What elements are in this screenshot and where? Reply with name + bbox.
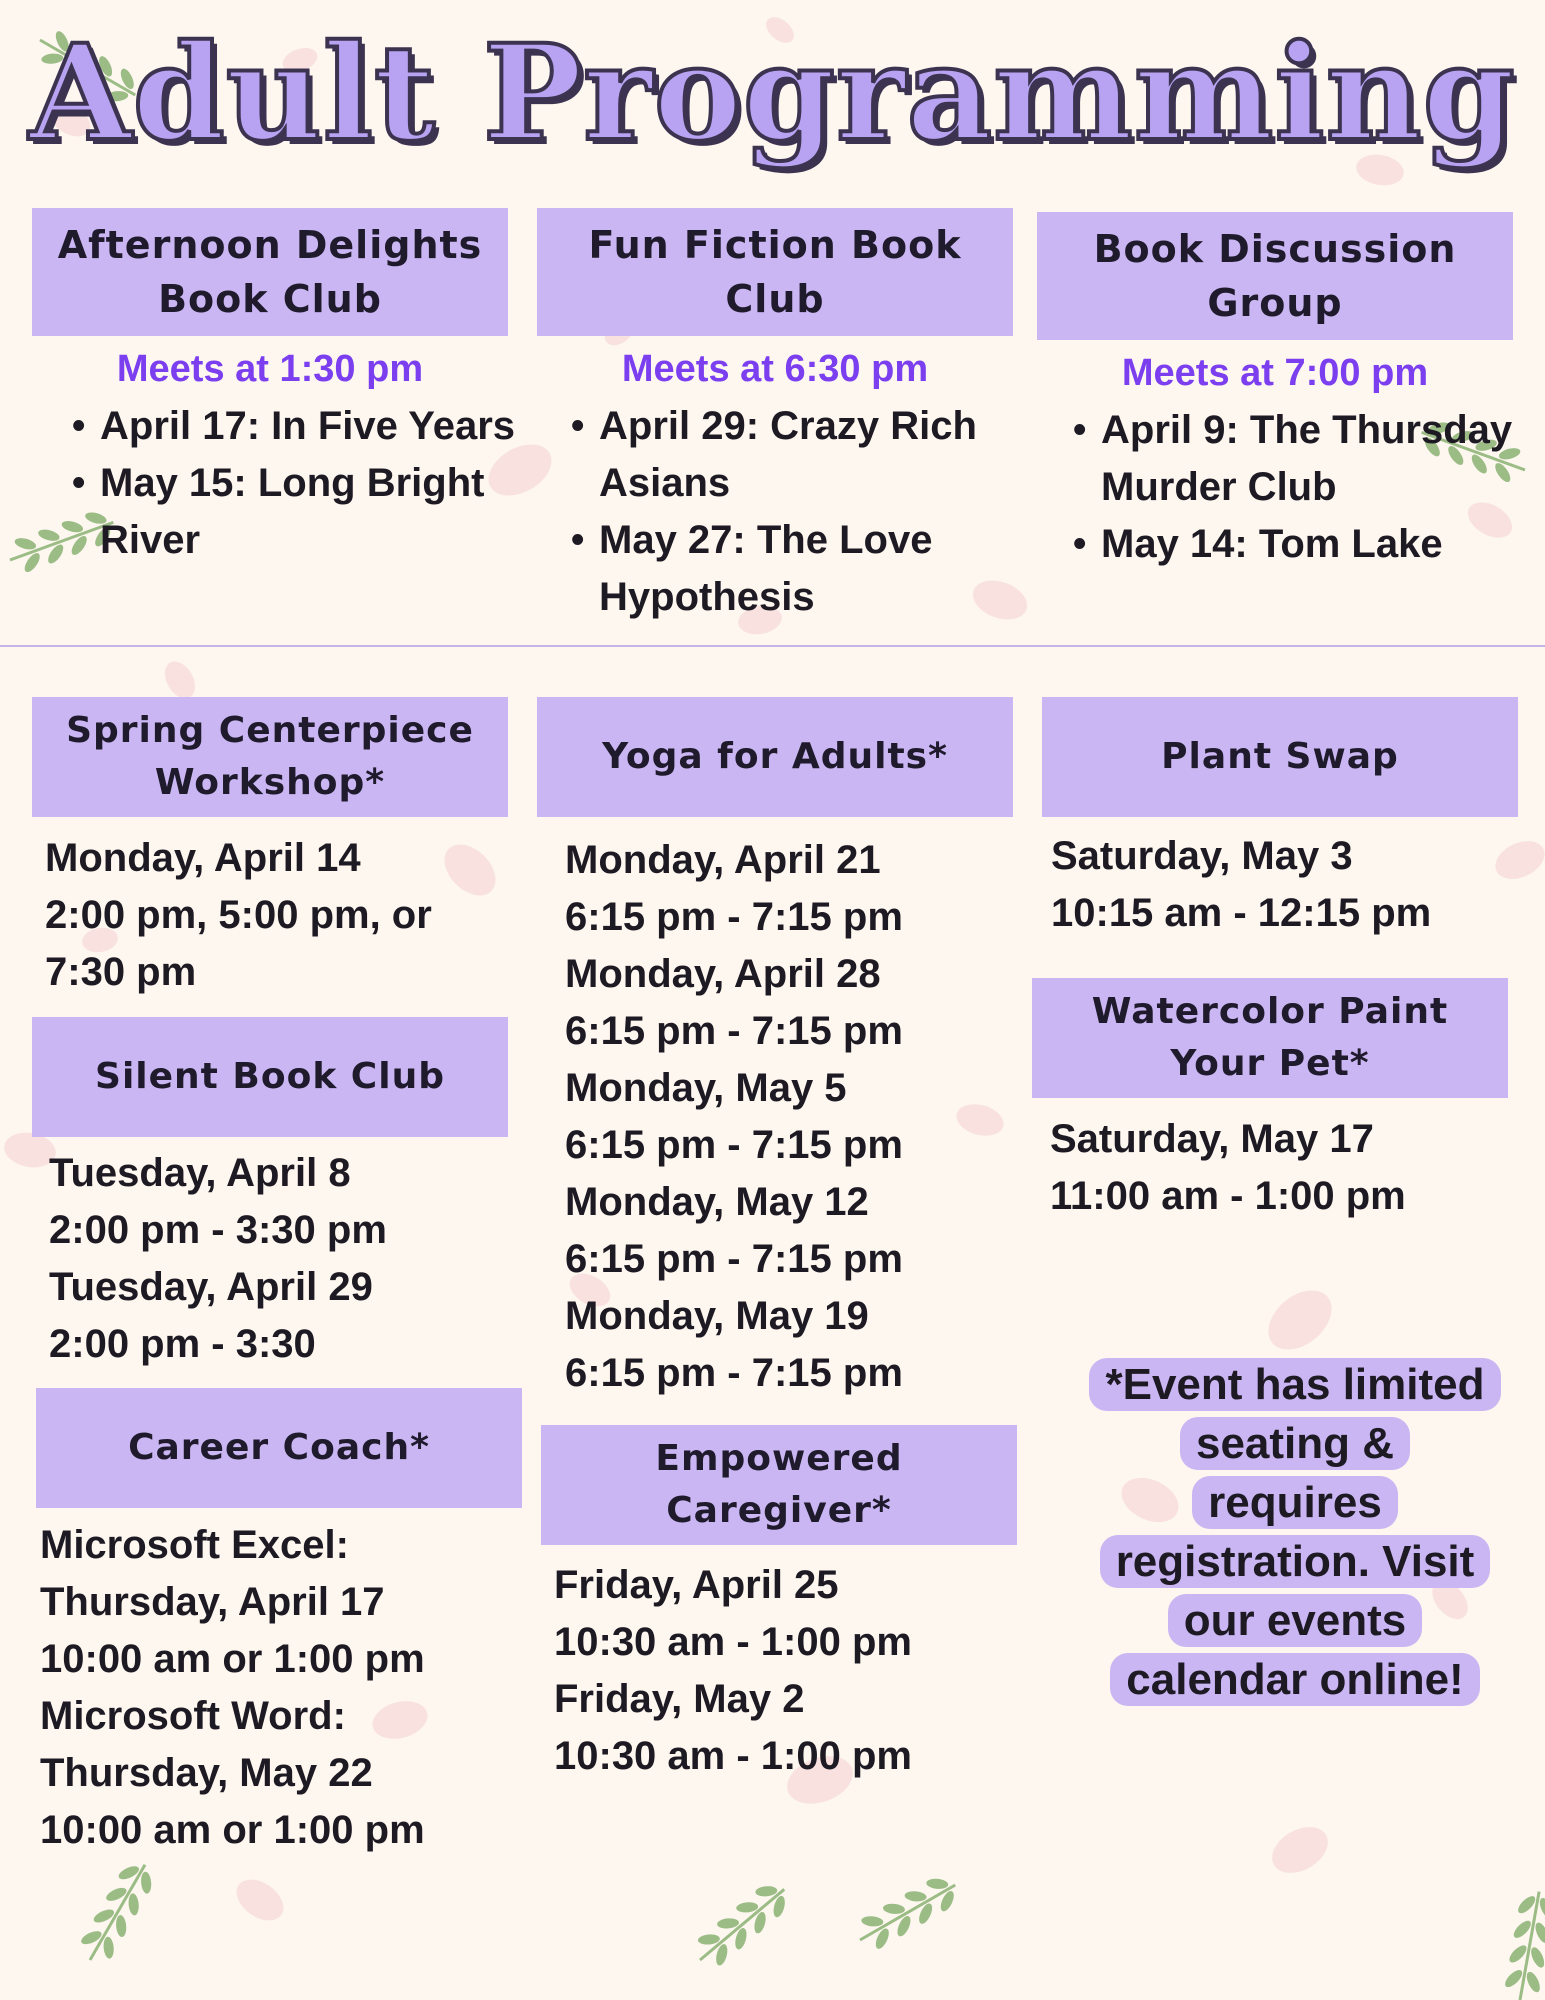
book-list-item: • May 15: Long Bright River (72, 455, 532, 569)
schedule-line: 7:30 pm (45, 950, 197, 994)
schedule-line: 10:00 am or 1:00 pm (40, 1808, 425, 1852)
career-coach-header (36, 1388, 522, 1508)
schedule-line: Monday, May 19 (565, 1294, 869, 1338)
schedule-line: Monday, April 21 (565, 838, 881, 882)
schedule-line: Tuesday, April 29 (49, 1265, 373, 1309)
schedule-line: Tuesday, April 8 (49, 1151, 351, 1195)
book-discussion-meets: Meets at 7:00 pm (1121, 352, 1429, 394)
schedule-line: 6:15 pm - 7:15 pm (565, 1351, 903, 1395)
schedule-line: Microsoft Excel: (40, 1523, 349, 1567)
schedule-line: 6:15 pm - 7:15 pm (565, 1009, 903, 1053)
page-title: Adult Programming (29, 16, 1516, 171)
yoga-schedule (565, 832, 903, 1402)
schedule-line: 2:00 pm - 3:30 (49, 1322, 316, 1366)
petal-decoration (229, 1871, 291, 1929)
leaf-sprig-decoration (1500, 1888, 1545, 2000)
spring-centerpiece-schedule (45, 830, 432, 1001)
plant-swap-title: Plant Swap (1161, 736, 1399, 777)
note-line: registration. Visit (1100, 1535, 1491, 1588)
petal-decoration (435, 835, 506, 906)
yoga-header (537, 697, 1013, 817)
book-list-item: • April 29: Crazy Rich Asians (571, 398, 1041, 512)
watercolor-title: Watercolor Paint Your Pet* (1091, 991, 1449, 1084)
leaf-sprig-decoration (72, 1855, 162, 1971)
book-discussion-title: Book Discussion Group (1093, 227, 1457, 325)
book-discussion-header (1037, 212, 1513, 340)
schedule-line: Monday, April 28 (565, 952, 881, 996)
fun-fiction-meets: Meets at 6:30 pm (621, 348, 929, 390)
schedule-line: 10:30 am - 1:00 pm (554, 1620, 912, 1664)
watercolor-schedule (1050, 1111, 1406, 1225)
schedule-line: Thursday, April 17 (40, 1580, 385, 1624)
silent-book-club-schedule (49, 1145, 387, 1373)
book-list-item: • May 14: Tom Lake (1073, 516, 1545, 573)
yoga-title: Yoga for Adults* (602, 736, 948, 777)
schedule-line: Monday, April 14 (45, 836, 361, 880)
registration-note (1060, 1355, 1530, 1709)
petal-decoration (953, 1099, 1007, 1140)
section-divider (0, 645, 1545, 647)
career-coach-schedule (40, 1517, 425, 1859)
schedule-line: 6:15 pm - 7:15 pm (565, 1123, 903, 1167)
schedule-line: Saturday, May 17 (1050, 1117, 1374, 1161)
note-line: our events (1168, 1594, 1423, 1647)
silent-book-club-title: Silent Book Club (95, 1056, 445, 1097)
schedule-line: 2:00 pm, 5:00 pm, or (45, 893, 432, 937)
schedule-line: Thursday, May 22 (40, 1751, 373, 1795)
schedule-line: 6:15 pm - 7:15 pm (565, 1237, 903, 1281)
afternoon-delights-meets: Meets at 1:30 pm (116, 348, 424, 390)
leaf-sprig-decoration (687, 1874, 797, 1976)
petal-decoration (1264, 1818, 1336, 1883)
petal-decoration (1489, 834, 1545, 887)
career-coach-title: Career Coach* (128, 1427, 430, 1468)
schedule-line: Monday, May 5 (565, 1066, 847, 1110)
schedule-line: Friday, April 25 (554, 1563, 839, 1607)
watercolor-header (1032, 978, 1508, 1098)
book-list-item: • April 9: The Thursday Murder Club (1073, 402, 1545, 516)
note-line: seating & (1180, 1417, 1410, 1470)
schedule-line: Monday, May 12 (565, 1180, 869, 1224)
book-list-item: • May 27: The Love Hypothesis (571, 512, 1041, 626)
note-line: requires (1192, 1476, 1398, 1529)
silent-book-club-header (32, 1017, 508, 1137)
schedule-line: 10:30 am - 1:00 pm (554, 1734, 912, 1778)
afternoon-delights-header (32, 208, 508, 336)
afternoon-delights-book-list (44, 398, 532, 569)
leaf-sprig-decoration (850, 1867, 966, 1957)
petal-decoration (1257, 1278, 1343, 1361)
plant-swap-header (1042, 697, 1518, 817)
schedule-line: Saturday, May 3 (1051, 834, 1353, 878)
afternoon-delights-title: Afternoon Delights Book Club (57, 223, 483, 321)
book-list-item: • April 17: In Five Years (72, 398, 532, 455)
note-line: *Event has limited (1089, 1358, 1500, 1411)
schedule-line: Friday, May 2 (554, 1677, 805, 1721)
schedule-line: 2:00 pm - 3:30 pm (49, 1208, 387, 1252)
schedule-line: 6:15 pm - 7:15 pm (565, 895, 903, 939)
schedule-line: Microsoft Word: (40, 1694, 346, 1738)
schedule-line: 10:15 am - 12:15 pm (1051, 891, 1432, 935)
schedule-line: 10:00 am or 1:00 pm (40, 1637, 425, 1681)
empowered-caregiver-schedule (554, 1557, 912, 1785)
spring-centerpiece-header (32, 697, 508, 817)
empowered-caregiver-header (541, 1425, 1017, 1545)
fun-fiction-header (537, 208, 1013, 336)
note-line: calendar online! (1110, 1653, 1479, 1706)
spring-centerpiece-title: Spring Centerpiece Workshop* (66, 710, 474, 803)
schedule-line: 11:00 am - 1:00 pm (1050, 1174, 1406, 1218)
fun-fiction-title: Fun Fiction Book Club (588, 223, 962, 321)
plant-swap-schedule (1051, 828, 1431, 942)
book-discussion-book-list (1045, 402, 1545, 573)
empowered-caregiver-title: Empowered Caregiver* (655, 1438, 903, 1531)
fun-fiction-book-list (543, 398, 1041, 626)
